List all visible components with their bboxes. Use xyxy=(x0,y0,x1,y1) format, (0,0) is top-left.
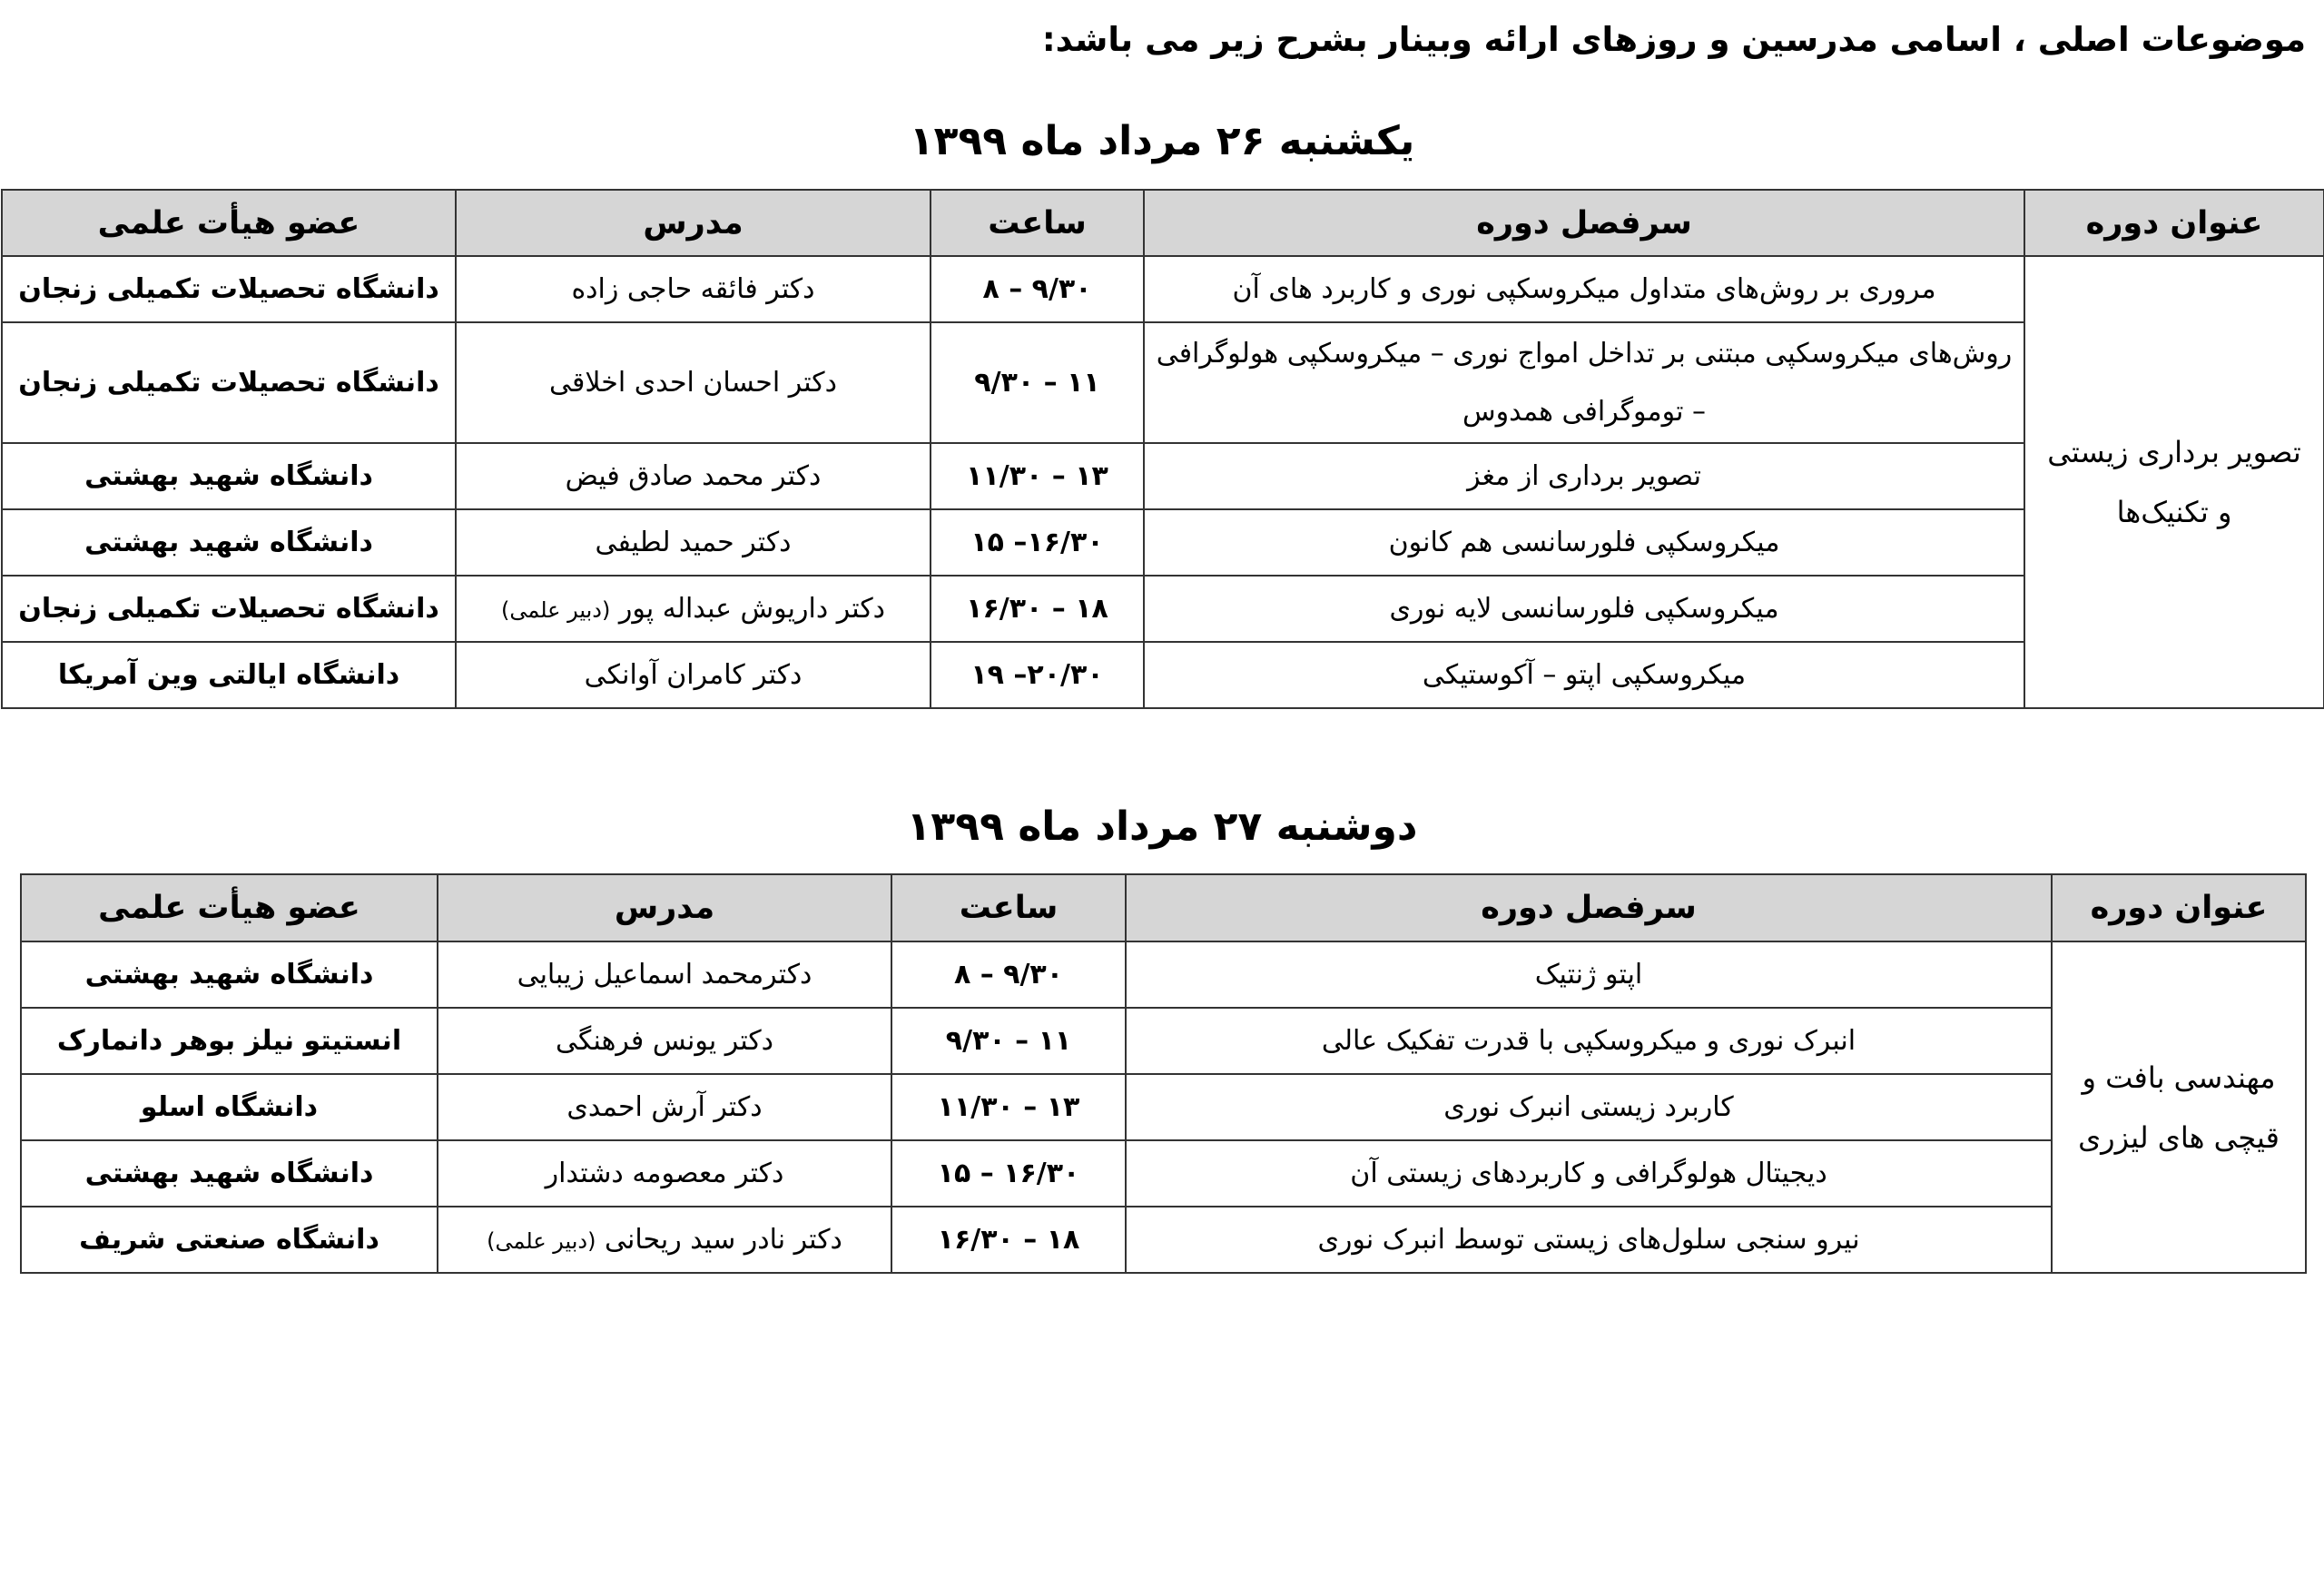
time-cell xyxy=(891,1074,1126,1140)
member-cell: دانشگاه ایالتی وین آمریکا xyxy=(2,642,456,708)
instructor-name: دکتر فائقه حاجی زاده xyxy=(571,273,815,305)
member-cell: دانشگاه شهید بهشتی xyxy=(2,509,456,576)
time-cell xyxy=(931,443,1144,509)
instructor-cell xyxy=(456,509,931,576)
header-topic: سرفصل دوره xyxy=(1144,190,2024,256)
table-row xyxy=(21,1074,2306,1140)
time-value: ۱۵ –۱۶/۳۰ xyxy=(970,527,1104,558)
topic-cell: میکروسکپی اپتو – آکوستیکی xyxy=(1144,642,2024,708)
table-header-row xyxy=(21,874,2306,941)
topic-cell: انبرک نوری و میکروسکپی با قدرت تفکیک عالی xyxy=(1126,1008,2052,1074)
instructor-cell xyxy=(438,1008,891,1074)
table-row xyxy=(2,642,2324,708)
time-cell xyxy=(931,509,1144,576)
topic-cell: کاربرد زیستی انبرک نوری xyxy=(1126,1074,2052,1140)
course-title-cell xyxy=(2052,941,2306,1273)
member-cell: انستیتو نیلز بوهر دانمارک xyxy=(21,1008,438,1074)
time-cell xyxy=(891,1008,1126,1074)
instructor-name: دکتر معصومه دشتدار xyxy=(545,1158,784,1189)
time-value: ۸ – ۹/۳۰ xyxy=(953,959,1064,991)
instructor-name: دکترمحمد اسماعیل زیبایی xyxy=(517,959,812,991)
instructor-cell xyxy=(438,941,891,1008)
instructor-name: دکتر محمد صادق فیض xyxy=(565,460,822,492)
instructor-name: دکتر احسان احدی اخلاقی xyxy=(549,367,837,399)
table-row xyxy=(2,322,2324,443)
time-cell xyxy=(891,1140,1126,1207)
time-value: ۱۶/۳۰ – ۱۸ xyxy=(937,1224,1080,1256)
time-cell xyxy=(931,256,1144,322)
header-instructor: مدرس xyxy=(456,190,931,256)
topic-cell: میکروسکپی فلورسانسی لایه نوری xyxy=(1144,576,2024,642)
time-value: ۱۱/۳۰ – ۱۳ xyxy=(937,1091,1080,1123)
instructor-name: دکتر حمید لطیفی xyxy=(595,527,792,558)
time-value: ۹/۳۰ – ۱۱ xyxy=(974,367,1100,399)
course-title-line: مهندسی بافت و xyxy=(2082,1060,2276,1095)
table-row xyxy=(21,1008,2306,1074)
member-cell: دانشگاه تحصیلات تکمیلی زنجان xyxy=(2,256,456,322)
instructor-name: دکتر نادر سید ریحانی xyxy=(605,1224,842,1256)
header-course: عنوان دوره xyxy=(2024,190,2324,256)
instructor-cell xyxy=(456,443,931,509)
header-time: ساعت xyxy=(891,874,1126,941)
header-time: ساعت xyxy=(931,190,1144,256)
instructor-name: دکتر کامران آوانکی xyxy=(584,659,803,691)
topic-cell: میکروسکپی فلورسانسی هم کانون xyxy=(1144,509,2024,576)
member-cell: دانشگاه شهید بهشتی xyxy=(2,443,456,509)
table-row xyxy=(2,443,2324,509)
instructor-role-note: (دبیر علمی) xyxy=(487,1228,596,1254)
time-value: ۹/۳۰ – ۱۱ xyxy=(945,1025,1072,1057)
time-cell xyxy=(891,1207,1126,1273)
header-member: عضو هیأت علمی xyxy=(2,190,456,256)
instructor-cell xyxy=(456,256,931,322)
topic-cell: تصویر برداری از مغز xyxy=(1144,443,2024,509)
table-header-row xyxy=(2,190,2324,256)
instructor-cell xyxy=(456,576,931,642)
time-value: ۱۵ – ۱۶/۳۰ xyxy=(937,1158,1080,1189)
member-cell: دانشگاه اسلو xyxy=(21,1074,438,1140)
course-title-cell xyxy=(2024,256,2324,708)
instructor-cell xyxy=(438,1140,891,1207)
course-title-line: قیچی های لیزری xyxy=(2078,1119,2280,1155)
instructor-name: دکتر یونس فرهنگی xyxy=(555,1025,774,1057)
day1-title: یکشنبه ۲۶ مرداد ماه ۱۳۹۹ xyxy=(909,118,1415,164)
time-cell xyxy=(891,941,1126,1008)
member-cell: دانشگاه تحصیلات تکمیلی زنجان xyxy=(2,322,456,443)
instructor-cell xyxy=(456,322,931,443)
day1-schedule-table xyxy=(1,189,2324,709)
course-title-line: تصویر برداری زیستی xyxy=(2047,435,2301,469)
time-value: ۱۶/۳۰ – ۱۸ xyxy=(966,593,1108,625)
header-topic: سرفصل دوره xyxy=(1126,874,2052,941)
instructor-cell xyxy=(456,642,931,708)
table-row xyxy=(2,256,2324,322)
table-row xyxy=(21,941,2306,1008)
day2-title: دوشنبه ۲۷ مرداد ماه ۱۳۹۹ xyxy=(906,803,1418,850)
table-row xyxy=(21,1207,2306,1273)
instructor-name: دکتر داریوش عبداله پور xyxy=(618,593,885,625)
time-cell xyxy=(931,576,1144,642)
member-cell: دانشگاه صنعتی شریف xyxy=(21,1207,438,1273)
topic-cell: روش‌های میکروسکپی مبتنی بر تداخل امواج نوری – میکروسکپی هولوگرافی – توموگرافی همدوس xyxy=(1144,322,2024,443)
instructor-cell xyxy=(438,1207,891,1273)
topic-cell: اپتو ژنتیک xyxy=(1126,941,2052,1008)
topic-cell: دیجیتال هولوگرافی و کاربردهای زیستی آن xyxy=(1126,1140,2052,1207)
member-cell: دانشگاه شهید بهشتی xyxy=(21,941,438,1008)
time-value: ۸ – ۹/۳۰ xyxy=(982,273,1092,305)
table-row xyxy=(21,1140,2306,1207)
member-cell: دانشگاه شهید بهشتی xyxy=(21,1140,438,1207)
instructor-role-note: (دبیر علمی) xyxy=(500,597,611,623)
table-row xyxy=(2,576,2324,642)
header-member: عضو هیأت علمی xyxy=(21,874,438,941)
topic-cell: نیرو سنجی سلول‌های زیستی توسط انبرک نوری xyxy=(1126,1207,2052,1273)
topic-cell: مروری بر روش‌های متداول میکروسکپی نوری و کاربرد های آن xyxy=(1144,256,2024,322)
member-cell: دانشگاه تحصیلات تکمیلی زنجان xyxy=(2,576,456,642)
day2-schedule-table xyxy=(20,873,2307,1274)
time-cell xyxy=(931,642,1144,708)
intro-text: موضوعات اصلی ، اسامی مدرسین و روزهای ارائه وبینار بشرح زیر می باشد: xyxy=(1041,20,2306,59)
course-title-line: و تکنیک‌ها xyxy=(2116,495,2232,529)
time-value: ۱۱/۳۰ – ۱۳ xyxy=(966,460,1108,492)
instructor-cell xyxy=(438,1074,891,1140)
table-row xyxy=(2,509,2324,576)
header-course: عنوان دوره xyxy=(2052,874,2306,941)
time-value: ۱۹ –۲۰/۳۰ xyxy=(970,659,1104,691)
time-cell xyxy=(931,322,1144,443)
header-instructor: مدرس xyxy=(438,874,891,941)
instructor-name: دکتر آرش احمدی xyxy=(566,1091,763,1123)
